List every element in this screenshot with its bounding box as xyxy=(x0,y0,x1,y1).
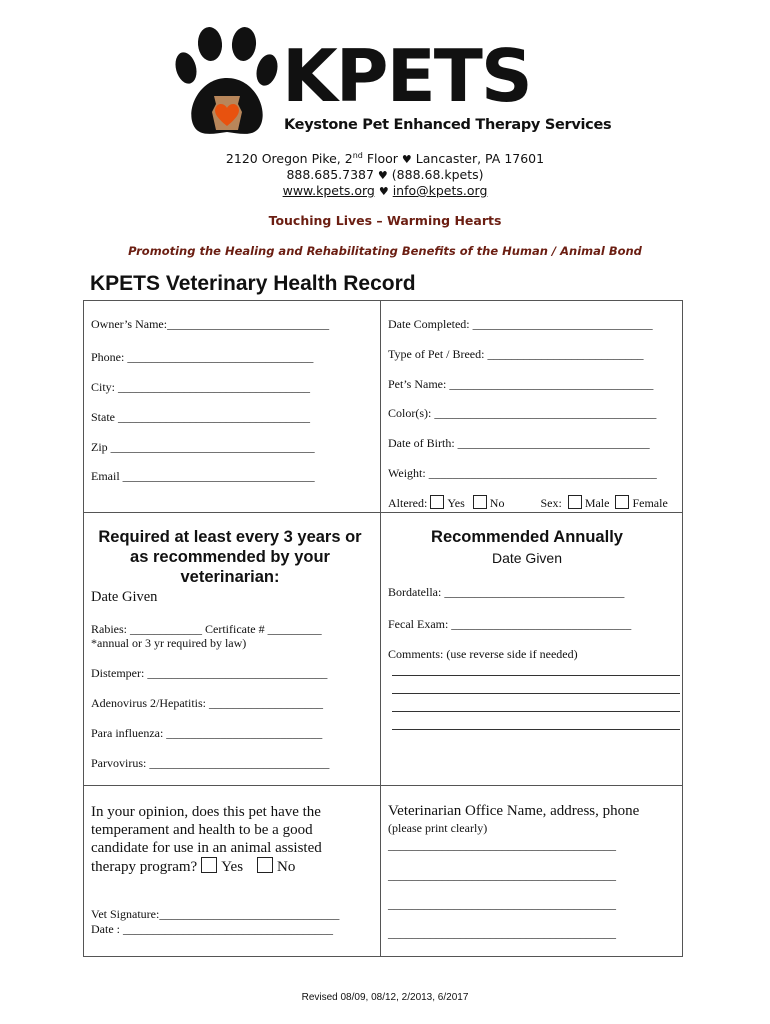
address-line: 2120 Oregon Pike, 2nd Floor ♥ Lancaster, PA 17601 xyxy=(225,151,545,167)
logo-wordmark: KPETS xyxy=(282,34,531,118)
table-border-bottom xyxy=(83,956,683,957)
table-border-top xyxy=(83,300,683,301)
rabies-note: *annual or 3 yr required by law) xyxy=(91,636,247,650)
opinion-question: In your opinion, does this pet have the temperament and health to be a good candidate for use in an animal assisted therapy program? Yes No xyxy=(91,804,322,875)
email-link[interactable]: info@kpets.org xyxy=(392,183,488,198)
table-border-right xyxy=(682,300,683,957)
required-heading: Required at least every 3 years or as recommended by your veterinarian: xyxy=(98,528,362,586)
fecal-exam-field[interactable]: Fecal Exam: ______________________________ xyxy=(388,617,632,631)
city-field[interactable]: City: ________________________________ xyxy=(91,380,311,394)
distemper-field[interactable]: Distemper: ______________________________ xyxy=(91,666,328,680)
vet-signature-field[interactable]: Vet Signature:______________________________ xyxy=(91,907,340,921)
sex-male-checkbox[interactable] xyxy=(568,495,582,509)
vet-office-line[interactable]: ______________________________________ xyxy=(388,897,616,911)
vet-office-note: (please print clearly) xyxy=(388,821,488,835)
sex-label: Sex: xyxy=(540,496,562,510)
opinion-yes-checkbox[interactable] xyxy=(201,857,217,873)
opinion-no-checkbox[interactable] xyxy=(257,857,273,873)
weight-field[interactable]: Weight: ______________________________________ xyxy=(388,466,657,480)
opinion-yes-label: Yes xyxy=(221,859,244,875)
table-divider-2 xyxy=(83,785,683,786)
sex-male-label: Male xyxy=(584,496,610,510)
recommended-date-given: Date Given xyxy=(491,550,563,566)
date-completed-field[interactable]: Date Completed: ______________________________ xyxy=(388,317,653,331)
vet-office-line[interactable]: ______________________________________ xyxy=(388,868,616,882)
table-divider-vertical xyxy=(380,300,381,957)
heart-icon: ♥ xyxy=(378,185,389,198)
signature-date-field[interactable]: Date : ___________________________________ xyxy=(91,922,333,936)
comments-label: Comments: (use reverse side if needed) xyxy=(388,647,578,661)
comments-line[interactable] xyxy=(392,729,680,730)
zip-field[interactable]: Zip __________________________________ xyxy=(91,440,315,454)
bordatella-field[interactable]: Bordatella: ______________________________ xyxy=(388,585,625,599)
vet-office-line[interactable]: ______________________________________ xyxy=(388,838,616,852)
state-field[interactable]: State ________________________________ xyxy=(91,410,310,424)
vet-office-heading: Veterinarian Office Name, address, phone xyxy=(388,803,640,819)
para-influenza-field[interactable]: Para influenza: __________________________ xyxy=(91,726,323,740)
opinion-no-label: No xyxy=(277,859,296,875)
website-link[interactable]: www.kpets.org xyxy=(282,183,375,198)
paw-print-icon xyxy=(172,26,282,144)
email-field[interactable]: Email ________________________________ xyxy=(91,469,315,483)
comments-line[interactable] xyxy=(392,675,680,676)
altered-label: Altered: xyxy=(388,496,428,510)
vet-office-line[interactable]: ______________________________________ xyxy=(388,926,616,940)
phone-line: 888.685.7387 ♥ (888.68.kpets) xyxy=(286,167,484,182)
date-of-birth-field[interactable]: Date of Birth: ________________________________ xyxy=(388,436,650,450)
required-date-given: Date Given xyxy=(91,589,158,605)
web-line xyxy=(0,183,770,198)
revision-note: Revised 08/09, 08/12, 2/2013, 6/2017 xyxy=(301,992,469,1003)
sex-female-checkbox[interactable] xyxy=(615,495,629,509)
sex-female-label: Female xyxy=(632,496,668,510)
altered-row xyxy=(388,495,668,511)
altered-no-checkbox[interactable] xyxy=(473,495,487,509)
altered-no-label: No xyxy=(489,496,505,510)
logo-subtitle: Keystone Pet Enhanced Therapy Services xyxy=(284,117,612,133)
comments-line[interactable] xyxy=(392,693,680,694)
adenovirus-field[interactable]: Adenovirus 2/Hepatitis: ___________________ xyxy=(91,696,323,710)
page-title: KPETS Veterinary Health Record xyxy=(90,272,416,295)
altered-yes-checkbox[interactable] xyxy=(430,495,444,509)
rabies-field[interactable]: Rabies: ____________ Certificate # _________ xyxy=(91,622,322,636)
owner-name-field[interactable]: Owner’s Name:___________________________ xyxy=(91,317,330,331)
recommended-heading: Recommended Annually xyxy=(431,528,623,546)
tagline: Touching Lives – Warming Hearts xyxy=(268,213,502,228)
pet-name-field[interactable]: Pet’s Name: __________________________________ xyxy=(388,377,654,391)
altered-yes-label: Yes xyxy=(447,496,465,510)
heart-icon: ♥ xyxy=(401,153,412,167)
mission-statement: Promoting the Healing and Rehabilitating Benefits of the Human / Animal Bond xyxy=(128,244,642,258)
colors-field[interactable]: Color(s): _____________________________________ xyxy=(388,406,657,420)
phone-field[interactable]: Phone: _______________________________ xyxy=(91,350,314,364)
pet-type-breed-field[interactable]: Type of Pet / Breed: __________________________ xyxy=(388,347,644,361)
table-border-left xyxy=(83,300,84,957)
table-divider-1 xyxy=(83,512,683,513)
heart-icon: ♥ xyxy=(377,169,388,182)
comments-line[interactable] xyxy=(392,711,680,712)
parvovirus-field[interactable]: Parvovirus: ______________________________ xyxy=(91,756,330,770)
